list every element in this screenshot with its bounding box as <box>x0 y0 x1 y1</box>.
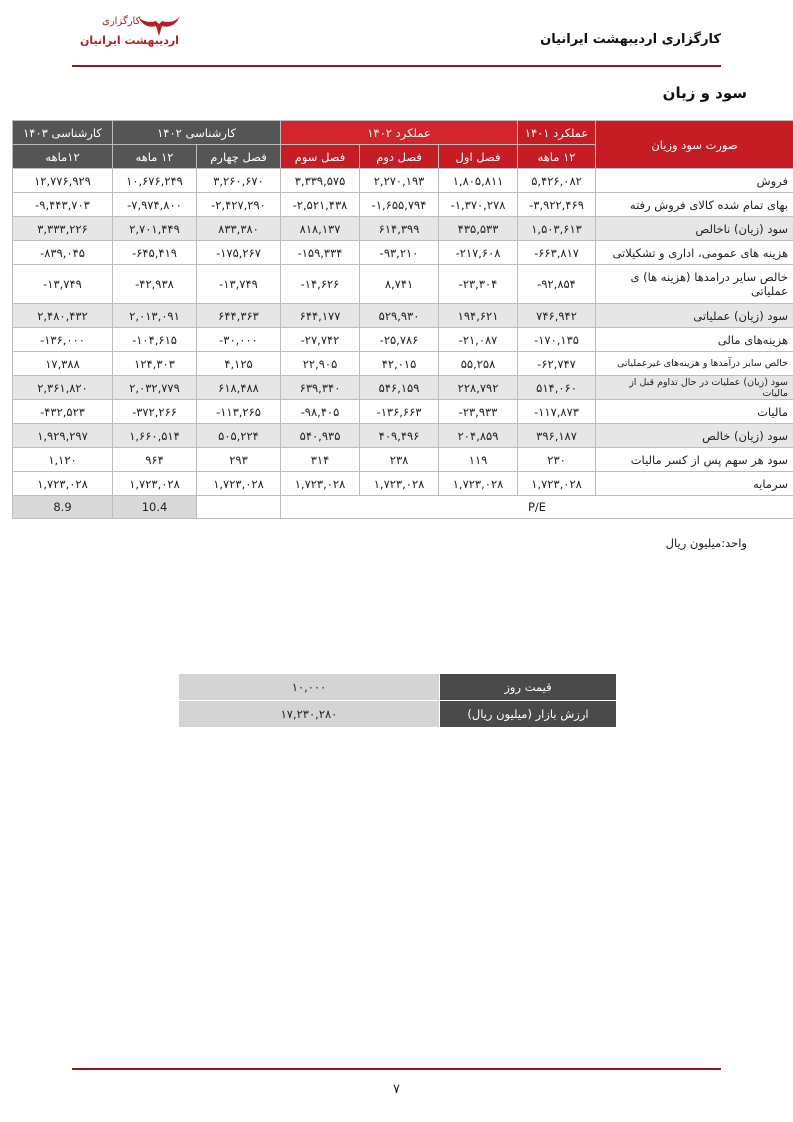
row-value: -۲۷,۷۴۲ <box>281 328 360 352</box>
row-value: -۱,۶۵۵,۷۹۴ <box>360 193 439 217</box>
row-value: ۱۱۹ <box>439 448 518 472</box>
row-value: -۲۱,۰۸۷ <box>439 328 518 352</box>
page-number: ۷ <box>393 1082 400 1097</box>
row-value: ۴۲,۰۱۵ <box>360 352 439 376</box>
row-value: -۱۳۶,۶۶۳ <box>360 400 439 424</box>
logo-text-line1: کارگزاری <box>102 16 141 27</box>
row-value: -۱,۳۷۰,۲۷۸ <box>439 193 518 217</box>
row-value: ۱۰,۶۷۶,۲۴۹ <box>113 169 197 193</box>
row-value: ۱,۸۰۵,۸۱۱ <box>439 169 518 193</box>
row-value: -۴۳۲,۵۲۳ <box>13 400 113 424</box>
row-label: مالیات <box>596 400 793 424</box>
row-value: ۱,۷۲۳,۰۲۸ <box>360 472 439 496</box>
row-value: -۹۸,۴۰۵ <box>281 400 360 424</box>
row-value: ۲,۳۶۱,۸۲۰ <box>13 376 113 400</box>
row-value: -۲۵,۷۸۶ <box>360 328 439 352</box>
subheader-12m-1403: ۱۲ماهه <box>13 145 113 169</box>
row-value: ۱,۵۰۳,۶۱۳ <box>518 217 596 241</box>
row-value: ۱,۷۲۳,۰۲۸ <box>518 472 596 496</box>
row-value: ۲,۰۱۳,۰۹۱ <box>113 304 197 328</box>
section-title: سود و زیان <box>662 84 747 102</box>
row-value: ۵۲۹,۹۳۰ <box>360 304 439 328</box>
row-value: ۶۴۴,۱۷۷ <box>281 304 360 328</box>
row-value: ۱,۷۲۳,۰۲۸ <box>197 472 281 496</box>
row-value: ۳۹۶,۱۸۷ <box>518 424 596 448</box>
row-label: خالص سایر درامدها (هزینه ها) ی عملیاتی <box>596 265 793 304</box>
row-value: -۱۱۳,۲۶۵ <box>197 400 281 424</box>
row-value: ۴۰۹,۴۹۶ <box>360 424 439 448</box>
row-value: ۱,۷۲۳,۰۲۸ <box>439 472 518 496</box>
row-value: ۱۲۴,۳۰۳ <box>113 352 197 376</box>
row-value: ۳,۳۳۳,۲۲۶ <box>13 217 113 241</box>
table-row <box>13 265 793 304</box>
row-value: ۲۳۰ <box>518 448 596 472</box>
row-label: خالص سایر درآمدها و هزینه‌های غیرعملیاتی <box>596 352 793 376</box>
row-value: ۲,۰۳۲,۷۷۹ <box>113 376 197 400</box>
row-value: ۶۳۹,۳۴۰ <box>281 376 360 400</box>
table-title: صورت سود وزیان <box>596 121 793 169</box>
price-row <box>179 674 617 701</box>
row-value: ۳۱۴ <box>281 448 360 472</box>
row-value: -۱۵۹,۳۳۴ <box>281 241 360 265</box>
row-value: -۱۴,۶۲۶ <box>281 265 360 304</box>
row-value: -۹۳,۲۱۰ <box>360 241 439 265</box>
row-value: ۶۴۴,۳۶۳ <box>197 304 281 328</box>
group-header-forecast-1403: کارشناسی ۱۴۰۳ <box>13 121 113 145</box>
row-value: -۲,۴۲۷,۲۹۰ <box>197 193 281 217</box>
header-divider <box>72 65 721 67</box>
row-value: ۲,۲۷۰,۱۹۳ <box>360 169 439 193</box>
row-label: فروش <box>596 169 793 193</box>
subheader-q1: فصل اول <box>439 145 518 169</box>
row-label: سود هر سهم پس از کسر مالیات <box>596 448 793 472</box>
row-value: ۲۲۸,۷۹۲ <box>439 376 518 400</box>
table-row <box>13 400 793 424</box>
market-price-table <box>178 673 617 728</box>
table-row <box>13 193 793 217</box>
row-value: -۱۳,۷۴۹ <box>197 265 281 304</box>
pe-empty-cell <box>197 496 281 519</box>
row-value: -۱۰۴,۶۱۵ <box>113 328 197 352</box>
table-row <box>13 352 793 376</box>
row-value: ۸۳۳,۳۸۰ <box>197 217 281 241</box>
subheader-12m-1402: ۱۲ ماهه <box>113 145 197 169</box>
unit-note: واحد:میلیون ریال <box>665 536 747 550</box>
row-label: سود (زیان) ناخالص <box>596 217 793 241</box>
row-value: ۲۰۴,۸۵۹ <box>439 424 518 448</box>
price-label: قیمت روز <box>440 674 617 701</box>
row-value: ۴۳۵,۵۳۳ <box>439 217 518 241</box>
subheader-q2: فصل دوم <box>360 145 439 169</box>
table-header-row-groups <box>13 121 793 145</box>
row-value: ۱,۹۲۹,۲۹۷ <box>13 424 113 448</box>
row-value: ۲۳۸ <box>360 448 439 472</box>
row-value: ۱,۶۶۰,۵۱۴ <box>113 424 197 448</box>
row-value: ۱۹۴,۶۲۱ <box>439 304 518 328</box>
row-value: -۱۱۷,۸۷۳ <box>518 400 596 424</box>
pe-value-1402: 10.4 <box>113 496 197 519</box>
row-label: سود (زیان) عملیاتی <box>596 304 793 328</box>
row-value: ۱۷,۳۸۸ <box>13 352 113 376</box>
row-value: ۵۱۴,۰۶۰ <box>518 376 596 400</box>
row-value: ۲,۷۰۱,۴۴۹ <box>113 217 197 241</box>
row-value: -۲۳,۹۳۳ <box>439 400 518 424</box>
table-row <box>13 241 793 265</box>
table-row <box>13 424 793 448</box>
row-value: ۱,۷۲۳,۰۲۸ <box>13 472 113 496</box>
row-value: -۱۳۶,۰۰۰ <box>13 328 113 352</box>
row-label: هزینه های عمومی، اداری و تشکیلاتی <box>596 241 793 265</box>
row-value: ۳,۲۶۰,۶۷۰ <box>197 169 281 193</box>
subheader-12m-1401: ۱۲ ماهه <box>518 145 596 169</box>
table-row <box>13 169 793 193</box>
row-value: ۹۶۴ <box>113 448 197 472</box>
row-value: ۵۰۵,۲۲۴ <box>197 424 281 448</box>
row-value: ۸,۷۴۱ <box>360 265 439 304</box>
pe-label: P/E <box>281 496 793 519</box>
group-header-forecast-1402: کارشناسی ۱۴۰۲ <box>113 121 281 145</box>
row-value: -۲۱۷,۶۰۸ <box>439 241 518 265</box>
row-value: ۸۱۸,۱۳۷ <box>281 217 360 241</box>
table-row <box>13 304 793 328</box>
row-value: ۱,۷۲۳,۰۲۸ <box>113 472 197 496</box>
table-row <box>13 472 793 496</box>
pe-value-1403: 8.9 <box>13 496 113 519</box>
price-value: ۱۰,۰۰۰ <box>179 674 440 701</box>
row-label: سود (زیان) خالص <box>596 424 793 448</box>
table-row <box>13 328 793 352</box>
row-value: ۴,۱۲۵ <box>197 352 281 376</box>
row-value: -۳۷۲,۲۶۶ <box>113 400 197 424</box>
row-value: ۶۱۴,۳۹۹ <box>360 217 439 241</box>
row-label: هزینه‌های مالی <box>596 328 793 352</box>
pe-row <box>13 496 793 519</box>
row-value: ۱۲,۷۷۶,۹۲۹ <box>13 169 113 193</box>
row-value: ۲۹۳ <box>197 448 281 472</box>
row-value: -۱۷۵,۲۶۷ <box>197 241 281 265</box>
row-value: ۱,۷۲۳,۰۲۸ <box>281 472 360 496</box>
market-cap-value: ۱۷,۲۳۰,۲۸۰ <box>179 701 440 728</box>
table-row <box>13 448 793 472</box>
row-value: -۴۲,۹۳۸ <box>113 265 197 304</box>
row-value: ۵,۴۲۶,۰۸۲ <box>518 169 596 193</box>
table-row <box>13 376 793 400</box>
row-value: ۵۴۰,۹۳۵ <box>281 424 360 448</box>
row-value: -۹۲,۸۵۴ <box>518 265 596 304</box>
row-value: ۱,۱۲۰ <box>13 448 113 472</box>
row-value: -۷,۹۷۴,۸۰۰ <box>113 193 197 217</box>
row-value: -۳,۹۲۲,۴۶۹ <box>518 193 596 217</box>
row-value: ۶۱۸,۴۸۸ <box>197 376 281 400</box>
row-value: ۵۵,۲۵۸ <box>439 352 518 376</box>
row-label: سود (زیان) عملیات در حال تداوم قبل از مالیات <box>596 376 793 400</box>
company-logo <box>70 12 190 58</box>
row-value: -۶۴۵,۴۱۹ <box>113 241 197 265</box>
table-row <box>13 217 793 241</box>
row-value: -۶۶۳,۸۱۷ <box>518 241 596 265</box>
row-value: ۷۴۶,۹۴۲ <box>518 304 596 328</box>
row-value: ۳,۳۳۹,۵۷۵ <box>281 169 360 193</box>
row-label: سرمایه <box>596 472 793 496</box>
row-value: -۸۳۹,۰۴۵ <box>13 241 113 265</box>
logo-text-line2: اردیبهشت ایرانیان <box>80 34 179 47</box>
row-value: -۱۳,۷۴۹ <box>13 265 113 304</box>
row-value: -۲۳,۳۰۴ <box>439 265 518 304</box>
row-value: ۵۴۶,۱۵۹ <box>360 376 439 400</box>
company-name: کارگزاری اردیبهشت ایرانیان <box>540 32 721 47</box>
group-header-actual-1402: عملکرد ۱۴۰۲ <box>281 121 518 145</box>
subheader-q4: فصل چهارم <box>197 145 281 169</box>
market-cap-label: ارزش بازار (میلیون ریال) <box>440 701 617 728</box>
row-value: -۳۰,۰۰۰ <box>197 328 281 352</box>
bull-horns-icon <box>136 12 182 42</box>
row-value: ۲,۴۸۰,۴۳۲ <box>13 304 113 328</box>
row-label: بهای تمام شده کالای فروش رفته <box>596 193 793 217</box>
market-cap-row <box>179 701 617 728</box>
row-value: ۲۲,۹۰۵ <box>281 352 360 376</box>
footer-divider <box>72 1068 721 1070</box>
subheader-q3: فصل سوم <box>281 145 360 169</box>
row-value: -۲,۵۲۱,۴۳۸ <box>281 193 360 217</box>
row-value: -۶۲,۷۴۷ <box>518 352 596 376</box>
income-statement-table <box>12 120 793 519</box>
group-header-actual-1401: عملکرد ۱۴۰۱ <box>518 121 596 145</box>
row-value: -۹,۴۴۳,۷۰۳ <box>13 193 113 217</box>
row-value: -۱۷۰,۱۳۵ <box>518 328 596 352</box>
